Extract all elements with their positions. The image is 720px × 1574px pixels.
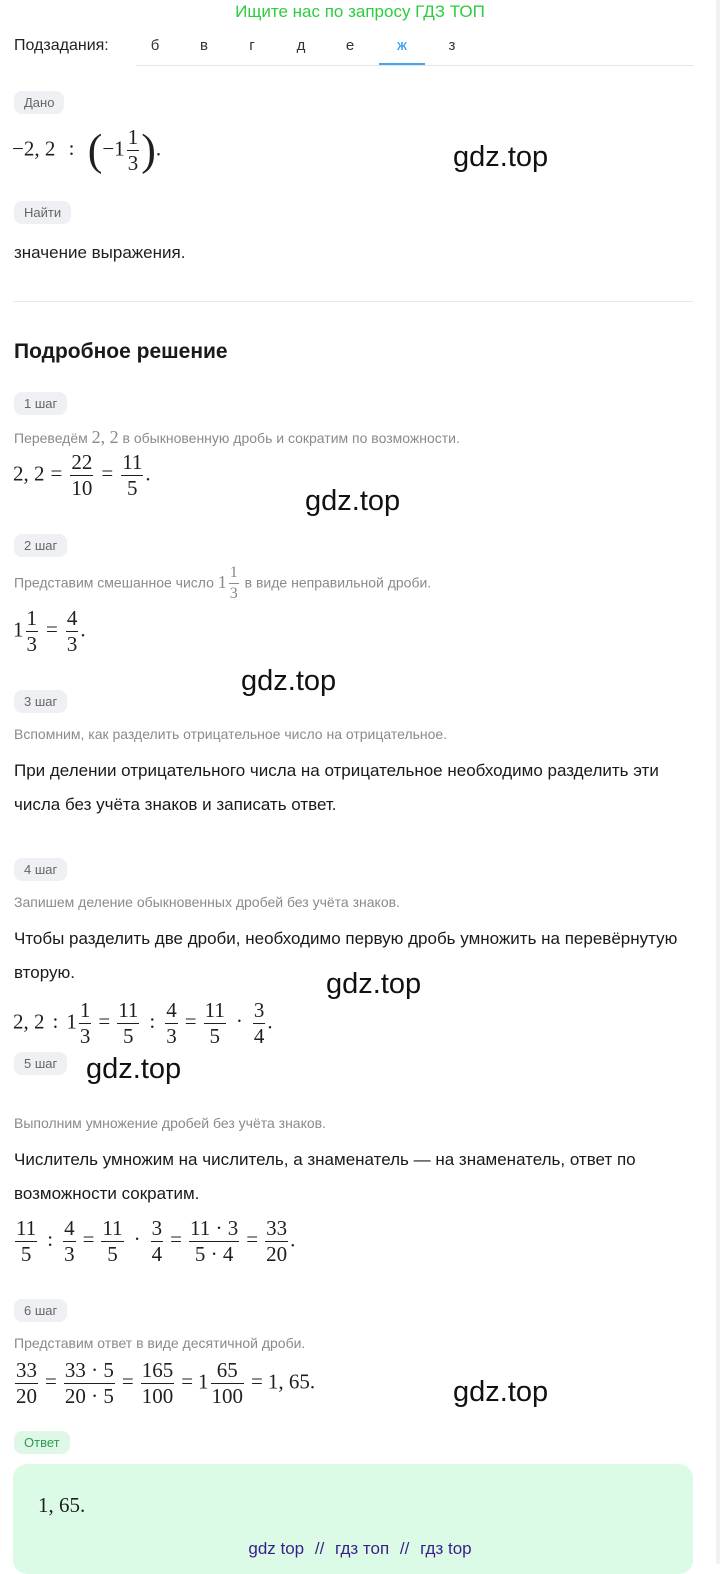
footer-link-gdz-top[interactable]: gdz top [248,1539,305,1558]
footer-link-gdz-top-mixed[interactable]: гдз top [420,1539,472,1558]
step-6-math: $\frac{33}{20}$ = $\frac{33 \cdot 5}{20 \cdot 5}$ = $\frac{165}{100}$ = 1 $\frac{65}{100}$ = 1, 65. [16,1358,316,1408]
tab-v[interactable]: в [200,37,208,54]
watermark: gdz.top [453,1376,549,1408]
step-2-hint: Представим смешанное число 1 $\frac{1}{3}$ в виде неправильной дроби. [14,564,432,602]
given-badge: Дано [14,91,64,114]
step-2-badge: 2 шаг [14,534,67,557]
watermark: gdz.top [326,968,422,1000]
step-3-badge: 3 шаг [14,690,67,713]
step-5-math: $\frac{11}{5}$ : $\frac{4}{3}$ = $\frac{11}{5}$ · $\frac{3}{4}$ = $\frac{11 \cdot 3}{5 \cdot 4}$ = $\frac{33}{20}$ . [16,1216,296,1266]
step-5-text: Числитель умножим на числитель, а знаменатель — на знаменатель, ответ по возможности сократим. [14,1150,636,1203]
given-inner-sign: −1 [102,136,125,161]
tab-z[interactable]: з [448,37,456,54]
step-3-text: При делении отрицательного числа на отрицательное необходимо разделить эти числа без учёта знаков и записать ответ. [14,761,659,814]
promo-banner: Ищите нас по запросу ГДЗ ТОП [235,2,485,21]
tab-e[interactable]: е [345,37,355,54]
step-1-math: 2, 2 = $\frac{22}{10}$ = $\frac{11}{5}$ . [13,450,151,500]
tab-d[interactable]: д [296,37,306,54]
answer-badge: Ответ [14,1431,70,1454]
step-6-badge: 6 шаг [14,1299,67,1322]
solution-title: Подробное решение [14,340,228,363]
tab-g[interactable]: г [249,37,255,54]
given-fraction: $\frac{1}{3}$ [127,125,139,175]
step-5-badge: 5 шаг [14,1052,67,1075]
open-paren: ( [87,125,103,175]
active-tab-indicator [379,63,425,65]
scrollbar-track[interactable] [716,0,720,1564]
footer-separator: // [399,1539,410,1558]
step-4-text: Чтобы разделить две дроби, необходимо первую дробь умножить на перевёрнутую вторую. [14,929,678,982]
footer-separator: // [314,1539,325,1558]
find-text: значение выражения. [14,243,186,262]
watermark: gdz.top [86,1053,182,1085]
footer-links [0,1539,720,1559]
given-left: −2, 2 [12,136,56,161]
given-tail: . [155,136,162,161]
step-4-badge: 4 шаг [14,858,67,881]
find-badge: Найти [14,201,71,224]
footer-link-gdz-top-ru[interactable]: гдз топ [335,1539,390,1558]
step-5-hint: Выполним умножение дробей без учёта знаков. [14,1115,326,1131]
watermark: gdz.top [241,665,337,697]
section-divider [13,301,693,302]
given-op: : [68,136,75,161]
tab-b[interactable]: б [150,37,160,54]
tabs-divider [136,65,694,66]
given-expression [12,127,161,174]
step-4-math: 2, 2 : 1 $\frac{1}{3}$ = $\frac{11}{5}$ : $\frac{4}{3}$ = $\frac{11}{5}$ · $\frac{3}{4}$ . [13,998,273,1048]
step-2-math: 1 $\frac{1}{3}$ = $\frac{4}{3}$ . [13,606,86,656]
close-paren: ) [141,125,156,175]
watermark: gdz.top [305,485,401,517]
step-3-hint: Вспомним, как разделить отрицательное число на отрицательное. [14,726,448,742]
step-1-hint: Переведём 2, 2 в обыкновенную дробь и сократим по возможности. [14,427,460,447]
step-4-hint: Запишем деление обыкновенных дробей без учёта знаков. [14,894,400,910]
watermark: gdz.top [453,141,549,173]
step-6-hint: Представим ответ в виде десятичной дроби. [14,1335,306,1351]
step-1-badge: 1 шаг [14,392,67,415]
answer-value: 1, 65. [38,1493,86,1517]
subtasks-label: Подзадания: [14,37,109,54]
tab-zh[interactable]: ж [396,37,408,54]
